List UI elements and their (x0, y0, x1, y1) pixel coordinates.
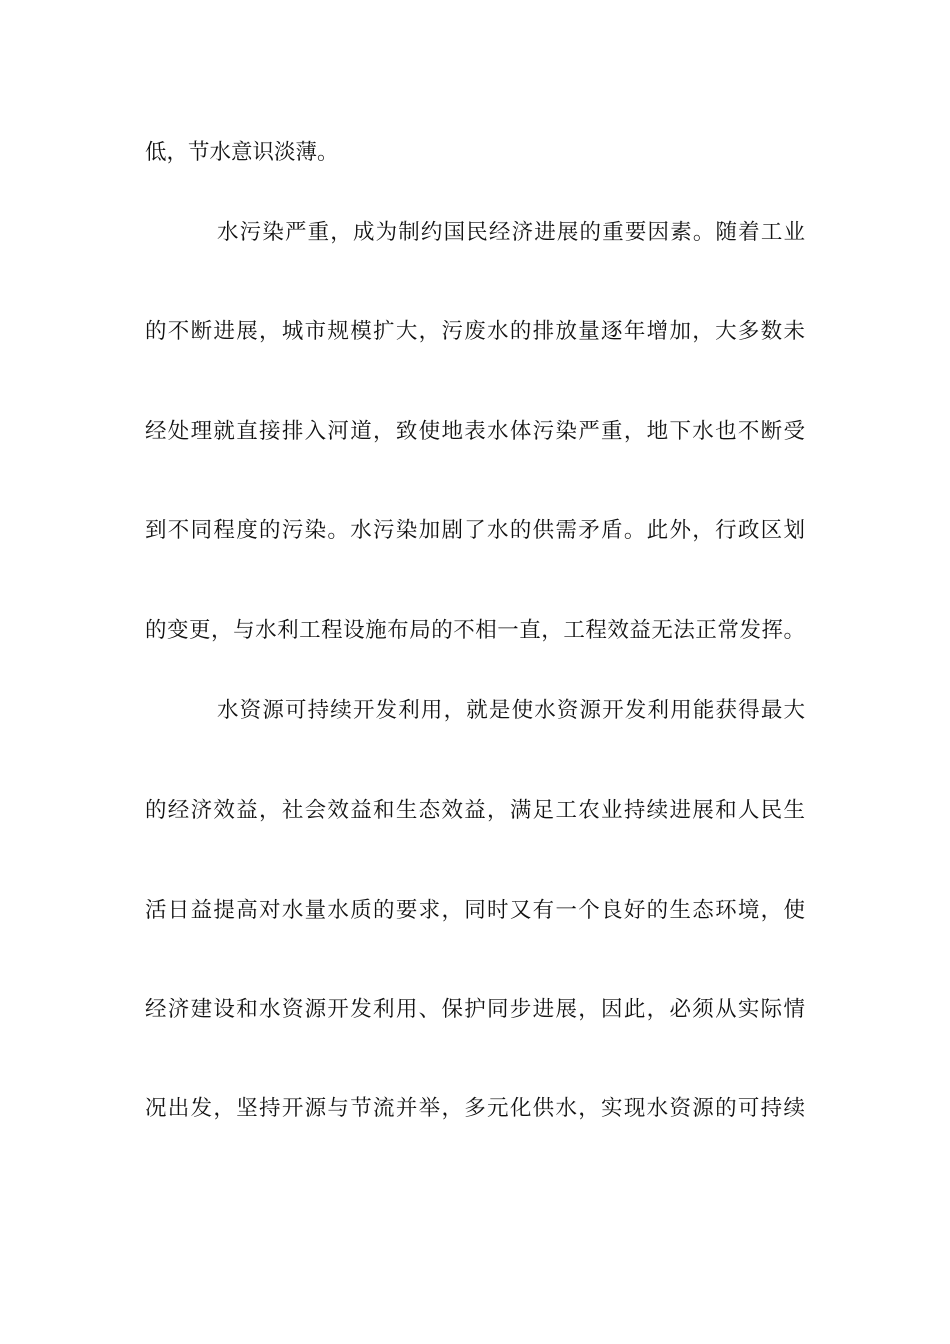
paragraph-start-line: 水资源可持续开发利用，就是使水资源开发利用能获得最大 (217, 698, 805, 723)
text-line: 的变更，与水利工程设施布局的不相一直，工程效益无法正常发挥。 (145, 618, 805, 643)
text-line: 的不断进展，城市规模扩大，污废水的排放量逐年增加，大多数未 (145, 319, 805, 344)
text-line: 活日益提高对水量水质的要求，同时又有一个良好的生态环境，使 (145, 898, 805, 923)
text-line: 经处理就直接排入河道，致使地表水体污染严重，地下水也不断受 (145, 419, 805, 444)
text-line: 经济建设和水资源开发利用、保护同步进展，因此，必须从实际情 (145, 997, 805, 1022)
text-line: 低，节水意识淡薄。 (145, 140, 339, 165)
text-line: 到不同程度的污染。水污染加剧了水的供需矛盾。此外，行政区划 (145, 518, 805, 543)
paragraph-start-line: 水污染严重，成为制约国民经济进展的重要因素。随着工业 (217, 220, 805, 245)
text-line: 况出发，坚持开源与节流并举，多元化供水，实现水资源的可持续 (145, 1096, 805, 1121)
text-line: 的经济效益，社会效益和生态效益，满足工农业持续进展和人民生 (145, 798, 805, 823)
